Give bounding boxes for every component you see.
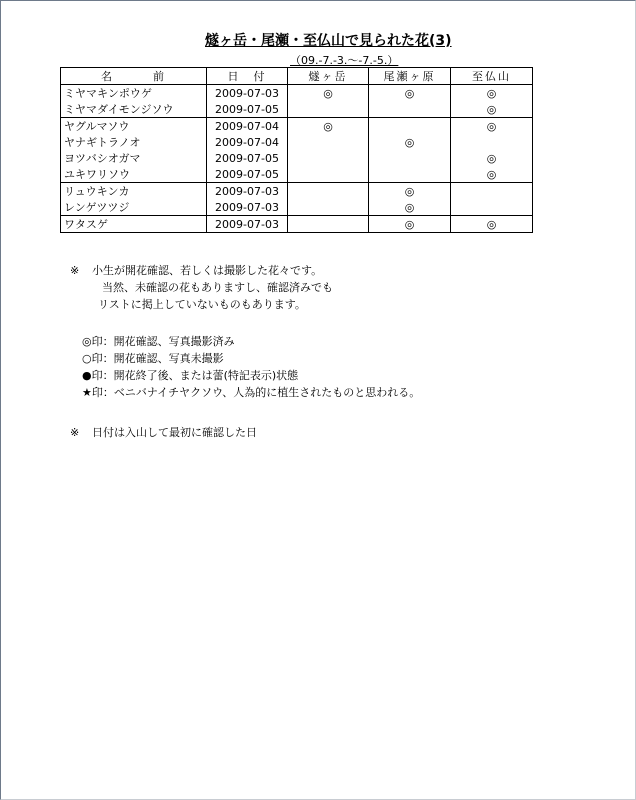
flower-date: 2009-07-03 bbox=[207, 85, 288, 102]
flower-date: 2009-07-04 bbox=[207, 118, 288, 135]
flower-date: 2009-07-05 bbox=[207, 166, 288, 183]
header-ozegahara: 尾瀬ヶ原 bbox=[369, 68, 451, 85]
table-row bbox=[61, 101, 533, 118]
mark-ozegahara: ◎ bbox=[369, 134, 451, 150]
mark-ozegahara: ◎ bbox=[369, 199, 451, 216]
flower-table bbox=[60, 67, 533, 233]
legend-filled-circle: ●印：開花終了後、または蕾(特記表示)状態 bbox=[82, 369, 299, 382]
note-line-1 bbox=[70, 262, 333, 279]
table-row bbox=[61, 216, 533, 233]
flower-name: リュウキンカ bbox=[61, 183, 207, 200]
legend-circle: ○印：開花確認、写真未撮影 bbox=[82, 352, 224, 365]
mark-hiuchigatake: ◎ bbox=[288, 85, 369, 102]
mark-hiuchigatake bbox=[288, 216, 369, 233]
mark-ozegahara: ◎ bbox=[369, 85, 451, 102]
mark-hiuchigatake: ◎ bbox=[288, 118, 369, 135]
mark-shibutsusan bbox=[451, 199, 533, 216]
table-row bbox=[61, 150, 533, 166]
mark-ozegahara bbox=[369, 150, 451, 166]
flower-name: ミヤマダイモンジソウ bbox=[61, 101, 207, 118]
mark-ozegahara: ◎ bbox=[369, 216, 451, 233]
flower-date: 2009-07-03 bbox=[207, 216, 288, 233]
header-hiuchigatake: 燧ヶ岳 bbox=[288, 68, 369, 85]
flower-name: ヨツバシオガマ bbox=[61, 150, 207, 166]
mark-hiuchigatake bbox=[288, 134, 369, 150]
flower-date: 2009-07-03 bbox=[207, 199, 288, 216]
flower-name: ヤグルマソウ bbox=[61, 118, 207, 135]
mark-hiuchigatake bbox=[288, 101, 369, 118]
mark-ozegahara bbox=[369, 118, 451, 135]
mark-shibutsusan: ◎ bbox=[451, 85, 533, 102]
table-row bbox=[61, 118, 533, 135]
mark-hiuchigatake bbox=[288, 150, 369, 166]
legend-star: ★印：ベニバナイチヤクソウ、人為的に植生されたものと思われる。 bbox=[82, 386, 421, 399]
table-header-row bbox=[61, 68, 533, 85]
table-row bbox=[61, 85, 533, 102]
note-line-3 bbox=[70, 296, 333, 313]
document-title: 燧ヶ岳・尾瀬・至仏山で見られた花(3) bbox=[205, 33, 452, 49]
mark-ozegahara bbox=[369, 101, 451, 118]
legend-double-circle: ◎印：開花確認、写真撮影済み bbox=[82, 335, 235, 348]
date-note bbox=[70, 424, 257, 440]
flower-name: レンゲツツジ bbox=[61, 199, 207, 216]
flower-date: 2009-07-05 bbox=[207, 150, 288, 166]
flower-date: 2009-07-05 bbox=[207, 101, 288, 118]
table-row bbox=[61, 199, 533, 216]
table-row bbox=[61, 166, 533, 183]
date-note-text: 日付は入山して最初に確認した日 bbox=[92, 426, 257, 439]
flower-name: ミヤマキンポウゲ bbox=[61, 85, 207, 102]
document-subtitle: （09.-7.-3.～-7.-5.） bbox=[290, 54, 399, 67]
mark-shibutsusan bbox=[451, 183, 533, 200]
note-line-2 bbox=[70, 279, 333, 296]
mark-shibutsusan: ◎ bbox=[451, 216, 533, 233]
table-row bbox=[61, 183, 533, 200]
mark-shibutsusan: ◎ bbox=[451, 150, 533, 166]
reference-mark: ※ bbox=[70, 426, 80, 439]
header-date: 日 付 bbox=[207, 68, 288, 85]
header-shibutsusan: 至仏山 bbox=[451, 68, 533, 85]
notes-block bbox=[70, 262, 333, 313]
note-text-2: 当然、未確認の花もありますし、確認済みでも bbox=[102, 281, 333, 294]
mark-shibutsusan: ◎ bbox=[451, 166, 533, 183]
mark-shibutsusan bbox=[451, 134, 533, 150]
mark-hiuchigatake bbox=[288, 199, 369, 216]
flower-date: 2009-07-04 bbox=[207, 134, 288, 150]
flower-name: ヤナギトラノオ bbox=[61, 134, 207, 150]
mark-ozegahara bbox=[369, 166, 451, 183]
note-text-1: 小生が開花確認、若しくは撮影した花々です。 bbox=[92, 264, 323, 277]
mark-ozegahara: ◎ bbox=[369, 183, 451, 200]
header-name: 名 前 bbox=[61, 68, 207, 85]
note-text-3: リストに掲上していないものもあります。 bbox=[98, 298, 306, 311]
flower-name: ユキワリソウ bbox=[61, 166, 207, 183]
legend-block bbox=[82, 333, 420, 401]
flower-name: ワタスゲ bbox=[61, 216, 207, 233]
mark-hiuchigatake bbox=[288, 183, 369, 200]
flower-date: 2009-07-03 bbox=[207, 183, 288, 200]
table-row bbox=[61, 134, 533, 150]
mark-hiuchigatake bbox=[288, 166, 369, 183]
mark-shibutsusan: ◎ bbox=[451, 118, 533, 135]
reference-mark: ※ bbox=[70, 264, 80, 277]
mark-shibutsusan: ◎ bbox=[451, 101, 533, 118]
